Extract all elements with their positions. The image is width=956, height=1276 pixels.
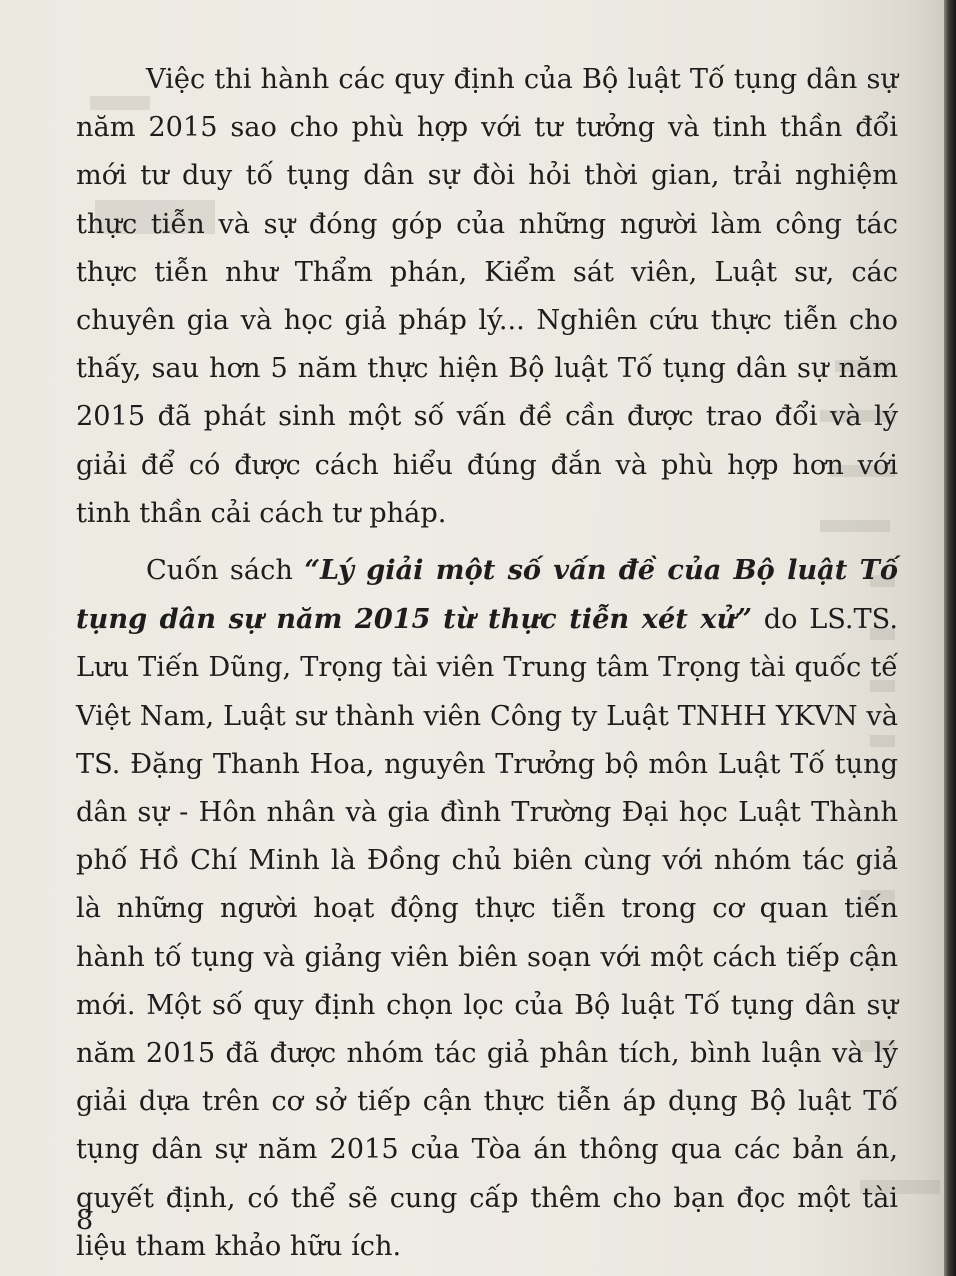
paragraph-1: Việc thi hành các quy định của Bộ luật Tố tụng dân sự năm 2015 sao cho phù hợp với tư tưởng và tinh thần đổi mới tư duy tố tụng dân sự đòi hỏi thời gian, trải nghiệm thực tiễn và sự đóng góp của những người làm công tác thực tiễn như Thẩm phán, Kiểm sát viên, Luật sư, các chuyên gia và học giả pháp lý... Nghiên cứu thực tiễn cho thấy, sau hơn 5 năm thực hiện Bộ luật Tố tụng dân sự năm 2015 đã phát sinh một số vấn đề cần được trao đổi và lý giải để có được cách hiểu đúng đắn và phù hợp hơn với tinh thần cải cách tư pháp.: [76, 64, 898, 529]
page-gutter-shadow: [944, 0, 956, 1276]
paragraph-2-body: do LS.TS. Lưu Tiến Dũng, Trọng tài viên Trung tâm Trọng tài quốc tế Việt Nam, Luật sư thành viên Công ty Luật TNHH YKVN và TS. Đặng Thanh Hoa, nguyên Trưởng bộ môn Luật Tố tụng dân sự - Hôn nhân và gia đình Trường Đại học Luật Thành phố Hồ Chí Minh là Đồng chủ biên cùng với nhóm tác giả là những người hoạt động thực tiễn trong cơ quan tiến hành tố tụng và giảng viên biên soạn với một cách tiếp cận mới. Một số quy định chọn lọc của Bộ luật Tố tụng dân sự năm 2015 đã được nhóm tác giả phân tích, bình luận và lý giải dựa trên cơ sở tiếp cận thực tiễn áp dụng Bộ luật Tố tụng dân sự năm 2015 của Tòa án thông qua các bản án, quyết định, có thể sẽ cung cấp thêm cho bạn đọc một tài liệu tham khảo hữu ích.: [76, 604, 898, 1262]
paragraph-2: [76, 546, 898, 1271]
book-title: “Lý giải một số vấn đề của Bộ luật Tố tụng dân sự năm 2015 từ thực tiễn xét xử”: [76, 554, 899, 636]
page-number: 8: [76, 1205, 94, 1236]
body-text: [76, 56, 898, 1271]
paragraph-2-intro: Cuốn sách: [146, 555, 305, 587]
